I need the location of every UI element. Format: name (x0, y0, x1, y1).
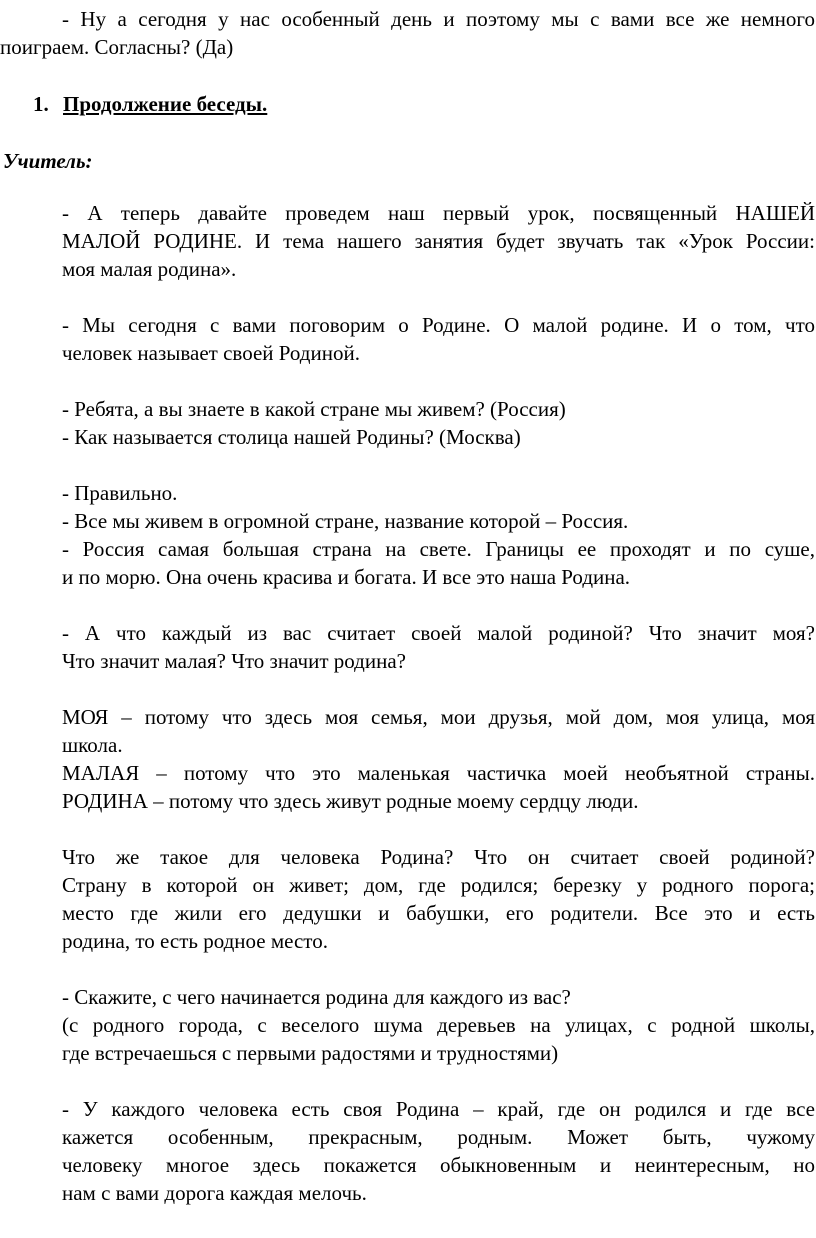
paragraph-definitions (62, 703, 815, 815)
paragraph-what-is-homeland (62, 843, 815, 955)
paragraph-line: - У каждого человека есть своя Родина – край, где он родился и где все (62, 1097, 815, 1121)
paragraph-line: Что же такое для человека Родина? Что он считает своей родиной? (62, 845, 815, 869)
paragraph-line: Что значит малая? Что значит родина? (62, 649, 406, 673)
paragraph-line: человек называет своей Родиной. (62, 341, 360, 365)
paragraph-line: - Скажите, с чего начинается родина для каждого из вас? (62, 985, 571, 1009)
paragraph-line: человеку многое здесь покажется обыкновенным и неинтересным, но (62, 1153, 815, 1177)
paragraph-line: - А что каждый из вас считает своей малой родиной? Что значит моя? (62, 621, 815, 645)
paragraph-line: - Как называется столица нашей Родины? (Москва) (62, 425, 521, 449)
paragraph-line: (с родного города, с веселого шума деревьев на улицах, с родной школы, (62, 1013, 815, 1037)
section-title: Продолжение беседы. (63, 92, 268, 116)
paragraph-line: где встречаешься с первыми радостями и трудностями) (62, 1041, 559, 1065)
paragraph-line: - Россия самая большая страна на свете. Границы ее проходят и по суше, (62, 537, 815, 561)
paragraph-everyone-homeland (62, 1095, 815, 1207)
intro-paragraph (0, 5, 815, 61)
paragraph-line: МОЯ – потому что здесь моя семья, мои друзья, мой дом, моя улица, моя (62, 705, 815, 729)
paragraph-line: кажется особенным, прекрасным, родным. Может быть, чужому (62, 1125, 815, 1149)
paragraph-questions (62, 395, 815, 451)
paragraph-line: - Все мы живем в огромной стране, название которой – Россия. (62, 509, 629, 533)
paragraph-line: школа. (62, 733, 123, 757)
paragraph-line: МАЛАЯ – потому что это маленькая частичка моей необъятной страны. (62, 761, 815, 785)
paragraph-line: родина, то есть родное место. (62, 929, 328, 953)
intro-line: - Ну а сегодня у нас особенный день и поэтому мы с вами все же немного (62, 7, 815, 31)
paragraph-line: МАЛОЙ РОДИНЕ. И тема нашего занятия будет звучать так «Урок России: (62, 229, 815, 253)
paragraph-line: РОДИНА – потому что здесь живут родные моему сердцу люди. (62, 789, 639, 813)
paragraph-lesson-topic (62, 199, 815, 283)
paragraph-line: моя малая родина». (62, 257, 237, 281)
paragraph-line: нам с вами дорога каждая мелочь. (62, 1181, 367, 1205)
intro-line: поиграем. Согласны? (Да) (0, 35, 234, 59)
paragraph-homeland (62, 311, 815, 367)
paragraph-line: место где жили его дедушки и бабушки, его родители. Все это и есть (62, 901, 815, 925)
speaker-label: Учитель: (3, 149, 93, 173)
paragraph-line: - Ребята, а вы знаете в какой стране мы живем? (Россия) (62, 397, 566, 421)
paragraph-line: и по морю. Она очень красива и богата. И все это наша Родина. (62, 565, 631, 589)
paragraph-small-homeland (62, 619, 815, 675)
paragraph-line: - Правильно. (62, 481, 178, 505)
section-heading (33, 90, 786, 118)
paragraph-line: Страну в которой он живет; дом, где родился; березку у родного порога; (62, 873, 815, 897)
paragraph-russia (62, 479, 815, 591)
paragraph-where-begins (62, 983, 815, 1067)
paragraph-line: - А теперь давайте проведем наш первый урок, посвященный НАШЕЙ (62, 201, 815, 225)
section-number: 1. (33, 92, 49, 116)
paragraph-line: - Мы сегодня с вами поговорим о Родине. О малой родине. И о том, что (62, 313, 815, 337)
